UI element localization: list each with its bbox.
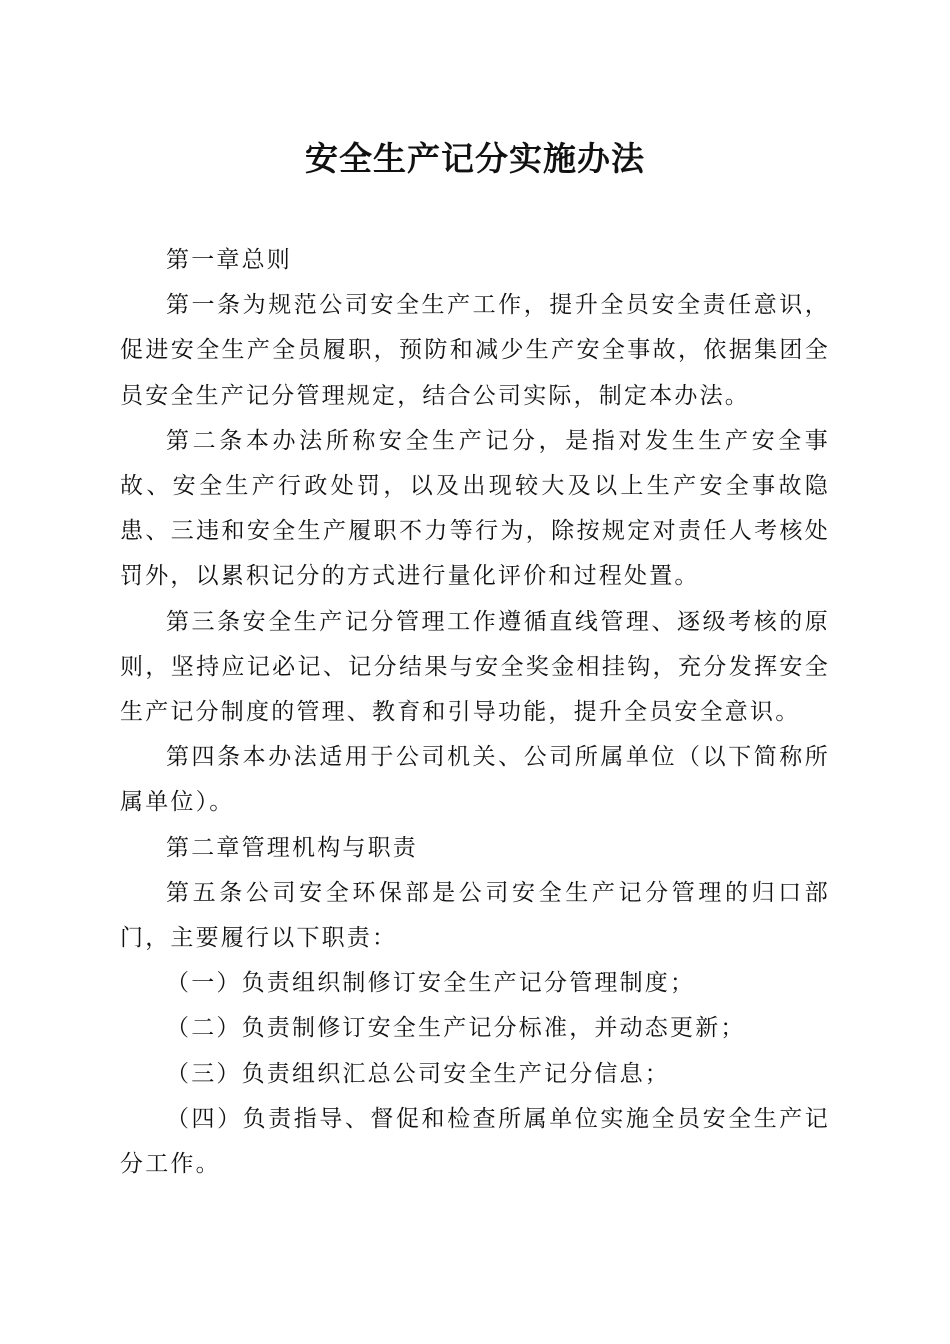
article-3: 第三条安全生产记分管理工作遵循直线管理、逐级考核的原则，坚持应记必记、记分结果与安全奖金相挂钩，充分发挥安全生产记分制度的管理、教育和引导功能，提升全员安全意识。 xyxy=(120,608,830,726)
article-5-item-3: （三）负责组织汇总公司安全生产记分信息； xyxy=(166,1060,670,1087)
article-5-item-2: （二）负责制修订安全生产记分标准，并动态更新； xyxy=(166,1015,746,1042)
article-5-item-1: （一）负责组织制修订安全生产记分管理制度； xyxy=(166,970,696,997)
article-1: 第一条为规范公司安全生产工作，提升全员安全责任意识，促进安全生产全员履职，预防和减少生产安全事故，依据集团全员安全生产记分管理规定，结合公司实际，制定本办法。 xyxy=(120,292,830,409)
document-title: 安全生产记分实施办法 xyxy=(305,139,645,178)
chapter-1-heading: 第一章总则 xyxy=(166,247,292,273)
document-body xyxy=(120,238,830,1187)
article-2: 第二条本办法所称安全生产记分，是指对发生生产安全事故、安全生产行政处罚，以及出现较大及以上生产安全事故隐患、三违和安全生产履职不力等行为，除按规定对责任人考核处罚外，以累积记分的方式进行量化评价和过程处置。 xyxy=(120,427,830,590)
chapter-2-heading: 第二章管理机构与职责 xyxy=(166,834,418,861)
article-4: 第四条本办法适用于公司机关、公司所属单位（以下简称所属单位）。 xyxy=(120,744,830,816)
article-5-item-4: （四）负责指导、督促和检查所属单位实施全员安全生产记分工作。 xyxy=(120,1105,830,1178)
article-5: 第五条公司安全环保部是公司安全生产记分管理的归口部门，主要履行以下职责： xyxy=(120,879,830,952)
